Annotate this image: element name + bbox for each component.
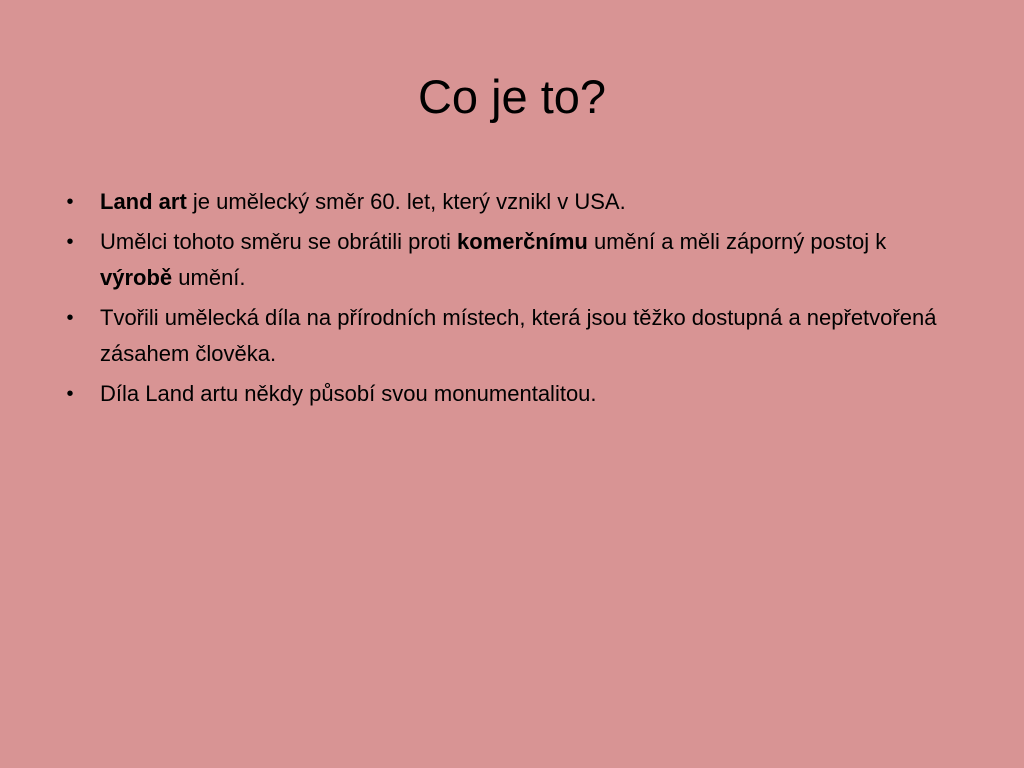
bullet-text-bold: komerčnímu (457, 229, 588, 254)
bullet-list (60, 184, 960, 416)
bullet-marker: • (66, 191, 74, 213)
bullet-marker: • (66, 307, 74, 329)
bullet-text: umění a měli záporný postoj k (587, 229, 887, 254)
bullet-text: umění. (172, 265, 246, 290)
bullet-item-umelci (60, 224, 960, 296)
bullet-text-bold: Land art (100, 189, 187, 214)
bullet-item-land-art (60, 184, 960, 220)
bullet-marker: • (66, 231, 74, 253)
bullet-text-bold: výrobě (100, 265, 173, 290)
bullet-marker: • (66, 383, 74, 405)
bullet-text: Umělci tohoto směru se obrátili proti (100, 229, 458, 254)
slide-title: Co je to? (417, 70, 607, 123)
bullet-item-dila (60, 376, 960, 412)
bullet-text: Tvořili umělecká díla na přírodních místech, která jsou těžko dostupná a nepřetvořená zásahem člověka. (100, 305, 937, 366)
bullet-item-tvorili (60, 300, 960, 372)
bullet-text: Díla Land artu někdy působí svou monumentalitou. (100, 381, 597, 406)
bullet-text: je umělecký směr 60. let, který vznikl v USA. (186, 189, 626, 214)
